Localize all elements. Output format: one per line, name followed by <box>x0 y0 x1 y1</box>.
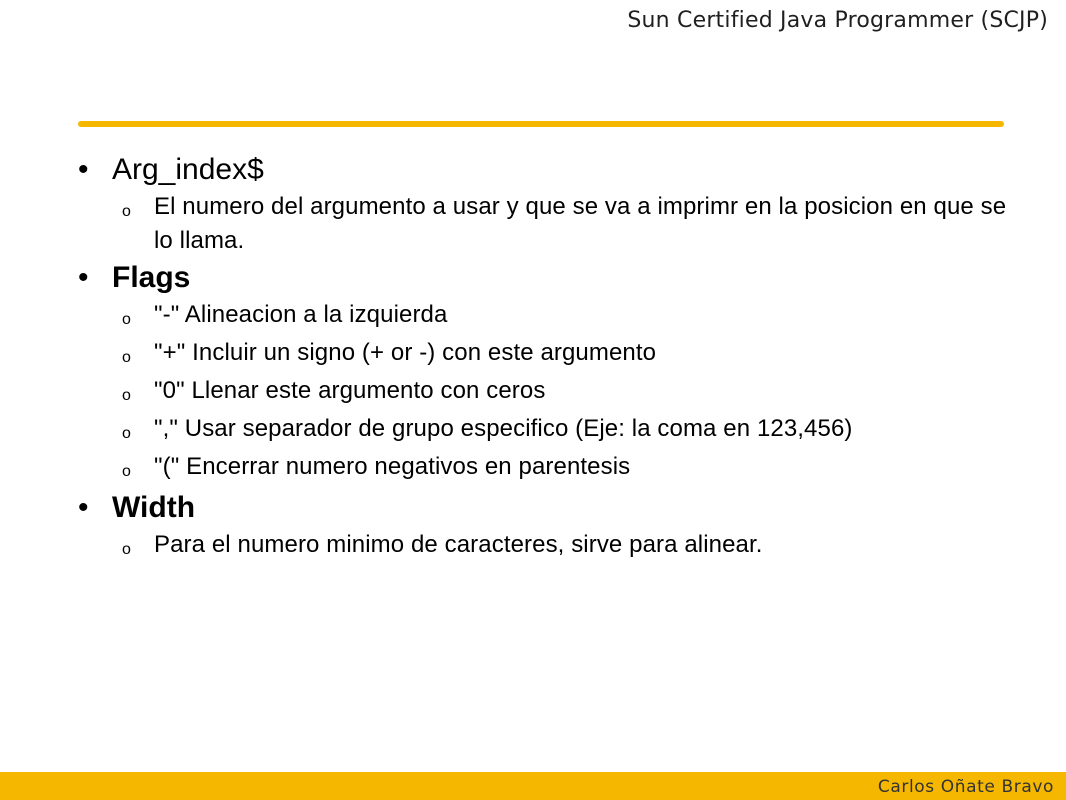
section-title: Flags <box>112 261 191 294</box>
header-title: Sun Certified Java Programmer (SCJP) <box>627 8 1048 33</box>
section-heading <box>78 258 1028 298</box>
list-item <box>122 374 1028 412</box>
list-item-text: "+" Incluir un signo (+ or -) con este argumento <box>154 339 657 366</box>
section-arg-index <box>78 150 1028 258</box>
list-item <box>122 298 1028 336</box>
list-item <box>122 450 1028 488</box>
circle-bullet-icon: o <box>122 349 131 366</box>
list-item <box>122 412 1028 450</box>
list-item-text: "(" Encerrar numero negativos en parentesis <box>154 453 631 480</box>
section-flags <box>78 258 1028 488</box>
list-item <box>122 528 1028 566</box>
section-title: Width <box>112 491 196 524</box>
list-item <box>122 336 1028 374</box>
list-item-text: "-" Alineacion a la izquierda <box>154 301 448 328</box>
circle-bullet-icon: o <box>122 463 131 480</box>
sub-list <box>78 528 1028 566</box>
sub-list <box>78 298 1028 488</box>
list-item-text: "0" Llenar este argumento con ceros <box>154 377 546 404</box>
list-item-text: El numero del argumento a usar y que se va a imprimr en la posicion en que se lo llama. <box>154 193 1007 254</box>
list-item-text: Para el numero minimo de caracteres, sirve para alinear. <box>154 531 763 558</box>
slide-content <box>78 150 1028 566</box>
section-heading <box>78 150 1028 190</box>
section-heading <box>78 488 1028 528</box>
sub-list <box>78 190 1028 258</box>
list-item-text: "," Usar separador de grupo especifico (Eje: la coma en 123,456) <box>154 415 853 442</box>
circle-bullet-icon: o <box>122 387 131 404</box>
circle-bullet-icon: o <box>122 203 131 220</box>
header-divider <box>78 121 1004 127</box>
circle-bullet-icon: o <box>122 425 131 442</box>
section-title: Arg_index$ <box>112 153 264 186</box>
circle-bullet-icon: o <box>122 541 131 558</box>
footer-author: Carlos Oñate Bravo <box>877 777 1054 797</box>
bullet-icon: • <box>78 153 89 186</box>
list-item <box>122 190 1028 258</box>
bullet-icon: • <box>78 261 89 294</box>
bullet-icon: • <box>78 491 89 524</box>
section-width <box>78 488 1028 566</box>
circle-bullet-icon: o <box>122 311 131 328</box>
